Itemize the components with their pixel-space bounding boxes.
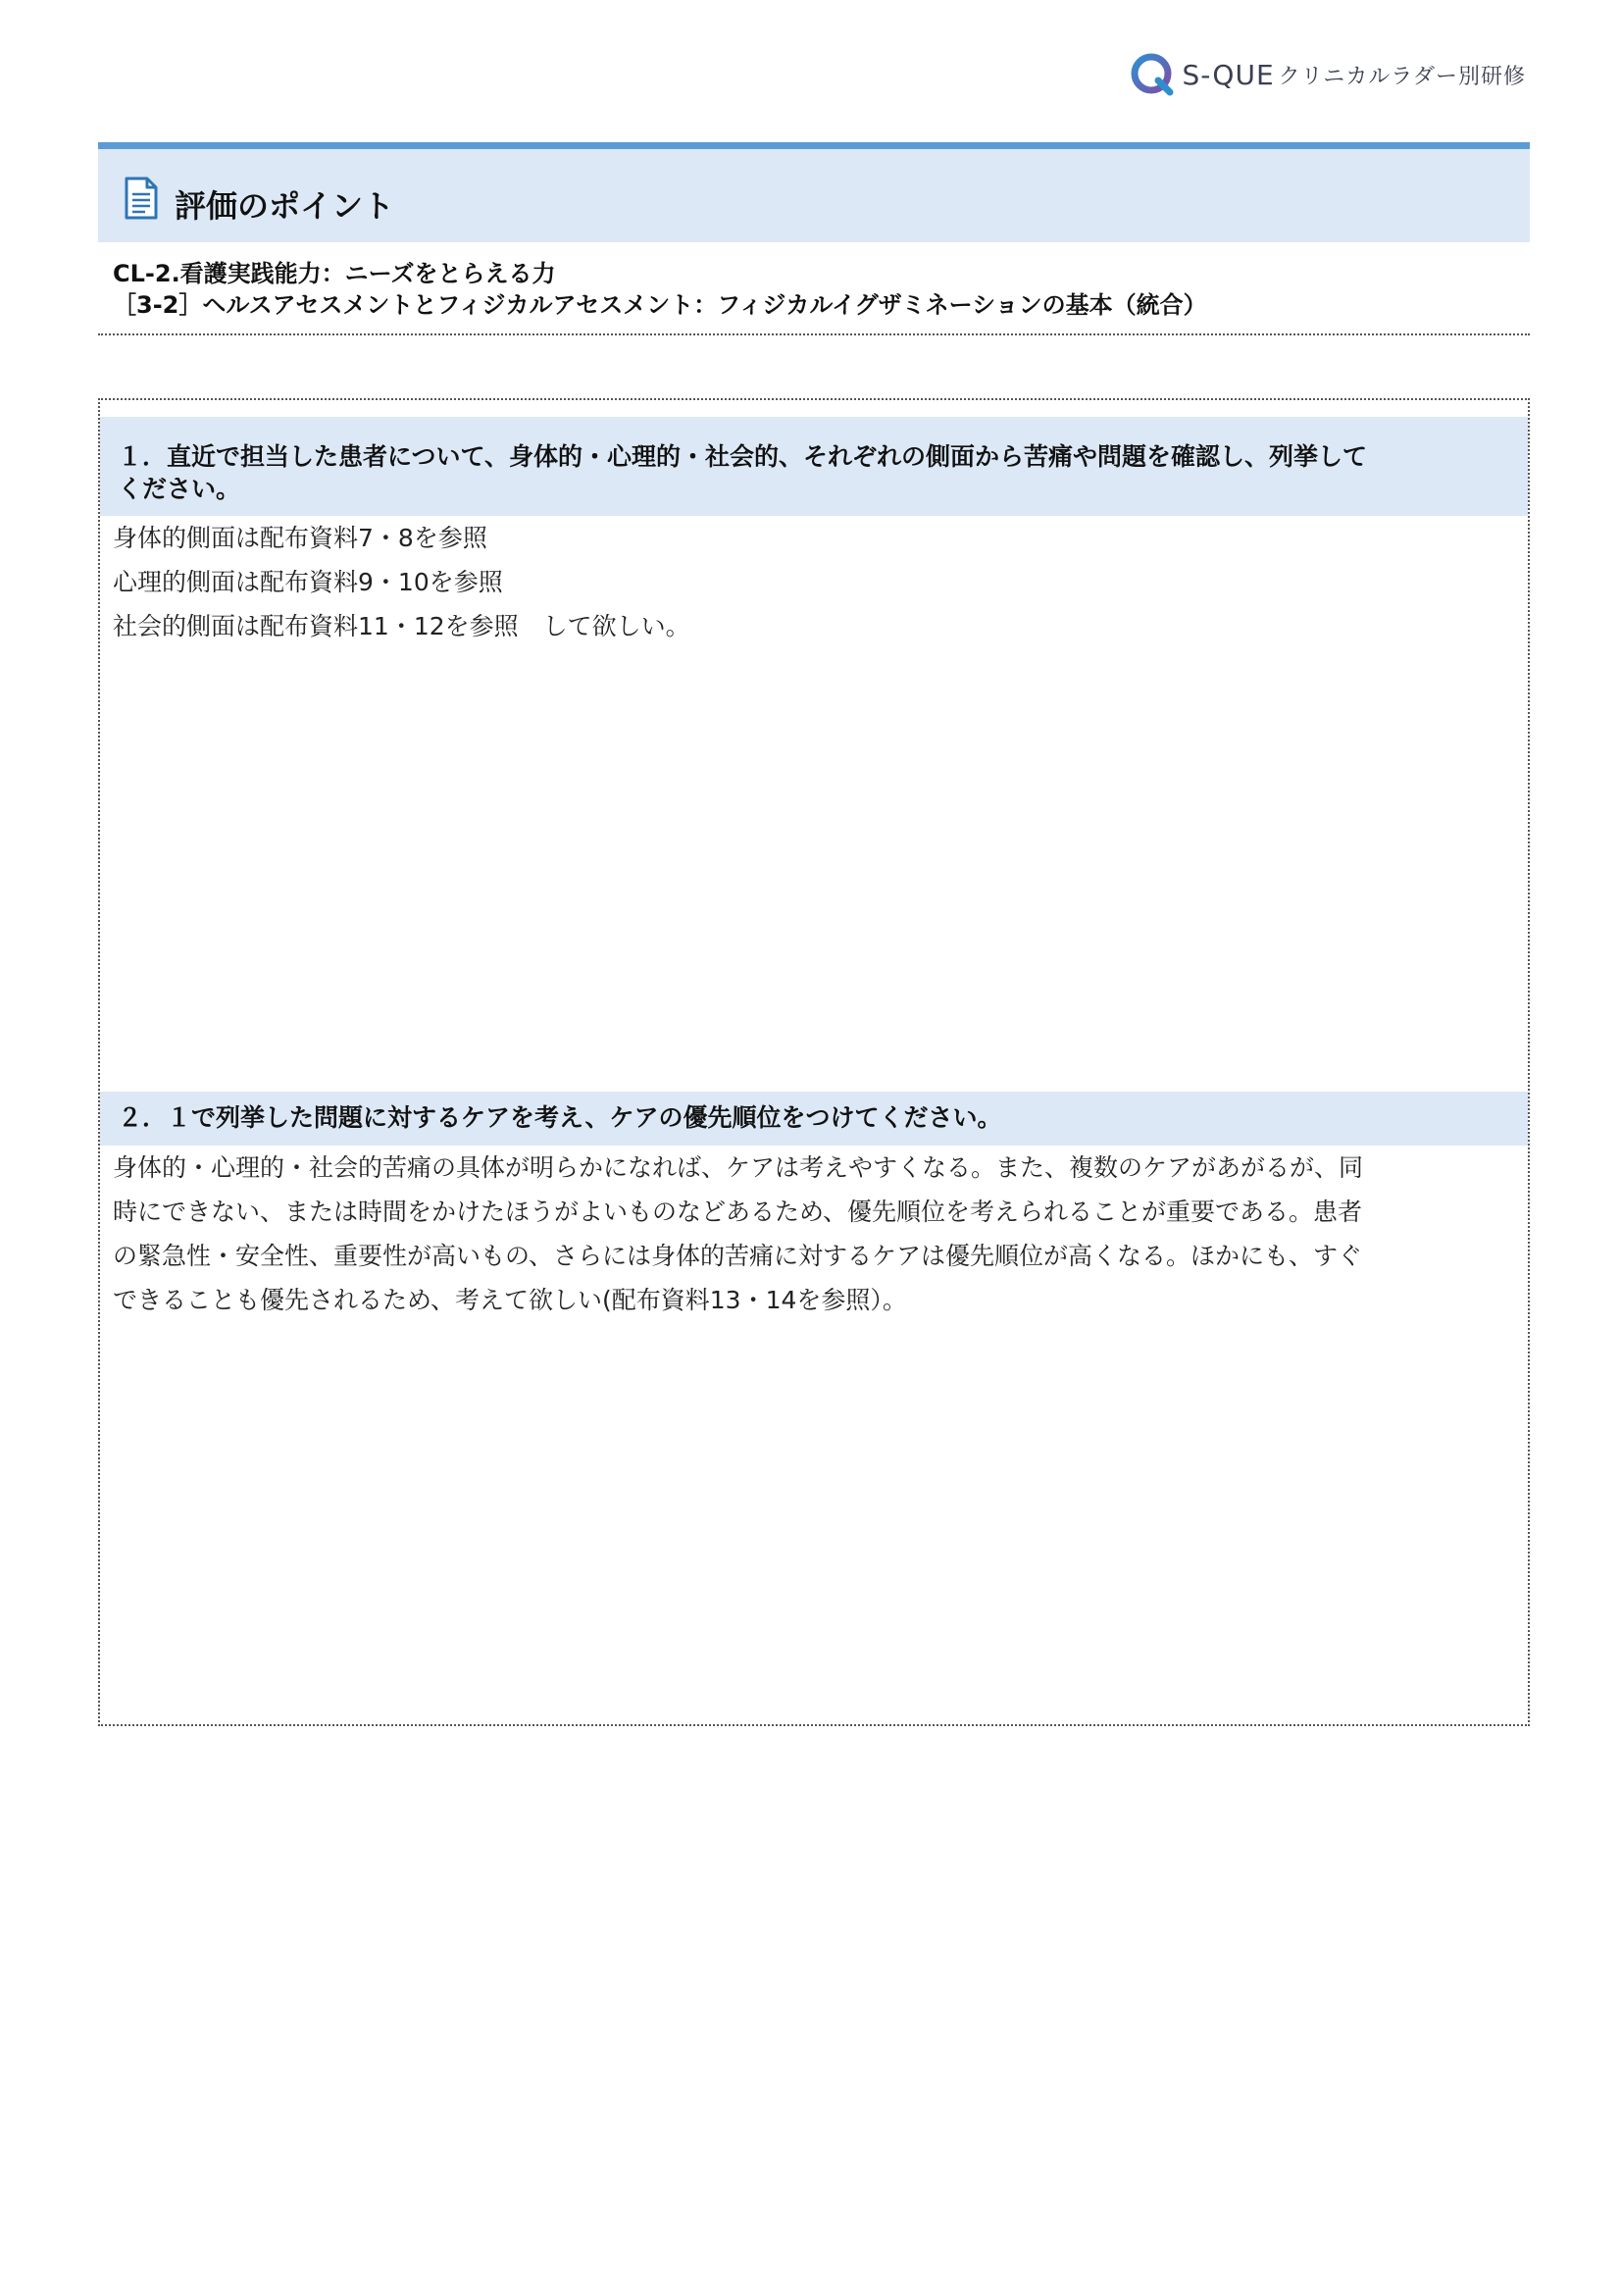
title-band <box>98 142 1530 242</box>
brand-logo <box>1128 47 1526 102</box>
subtitle-divider <box>98 333 1530 335</box>
answer-line: の緊急性・安全性、重要性が高いもの、さらには身体的苦痛に対するケアは優先順位が高くなる。ほかにも、すぐ <box>113 1242 1363 1270</box>
question-1-heading-line: １．直近で担当した患者について、身体的・心理的・社会的、それぞれの側面から苦痛や問題を確認し、列挙して <box>118 442 1368 471</box>
answer-line: 社会的側面は配布資料11・12を参照 して欲しい。 <box>113 612 690 640</box>
answer-line: 心理的側面は配布資料9・10を参照 <box>113 568 503 596</box>
question-2-heading <box>100 1092 1528 1146</box>
answer-line: 身体的側面は配布資料7・8を参照 <box>113 524 487 552</box>
brand-subtitle: クリニカルラダー別研修 <box>1278 64 1526 89</box>
question-1-answer <box>113 516 1512 648</box>
answer-line: 時にできない、または時間をかけたほうがよいものなどあるため、優先順位を考えられることが重要である。患者 <box>113 1198 1363 1226</box>
question-1-heading-line: ください。 <box>118 475 241 503</box>
answer-line: できることも優先されるため、考えて欲しい(配布資料13・14を参照）。 <box>113 1286 907 1314</box>
document-icon <box>124 177 159 220</box>
competency-subtitle: CL-2.看護実践能力：ニーズをとらえる力 <box>113 260 556 287</box>
page-title: 評価のポイント <box>175 187 395 225</box>
question-2-answer <box>113 1146 1512 1322</box>
brand-name: S-QUE <box>1182 58 1275 91</box>
answer-line: 身体的・心理的・社会的苦痛の具体が明らかになれば、ケアは考えやすくなる。また、複数のケアがあがるが、同 <box>113 1153 1364 1182</box>
brand-ring-icon <box>1128 50 1177 99</box>
question-1-heading <box>100 417 1528 516</box>
questions-box <box>98 398 1530 1726</box>
question-2-heading-line: ２．１で列挙した問題に対するケアを考え、ケアの優先順位をつけてください。 <box>118 1103 1002 1132</box>
module-subtitle: ［3-2］ヘルスアセスメントとフィジカルアセスメント：フィジカルイグザミネーションの基本（統合） <box>113 291 1207 319</box>
